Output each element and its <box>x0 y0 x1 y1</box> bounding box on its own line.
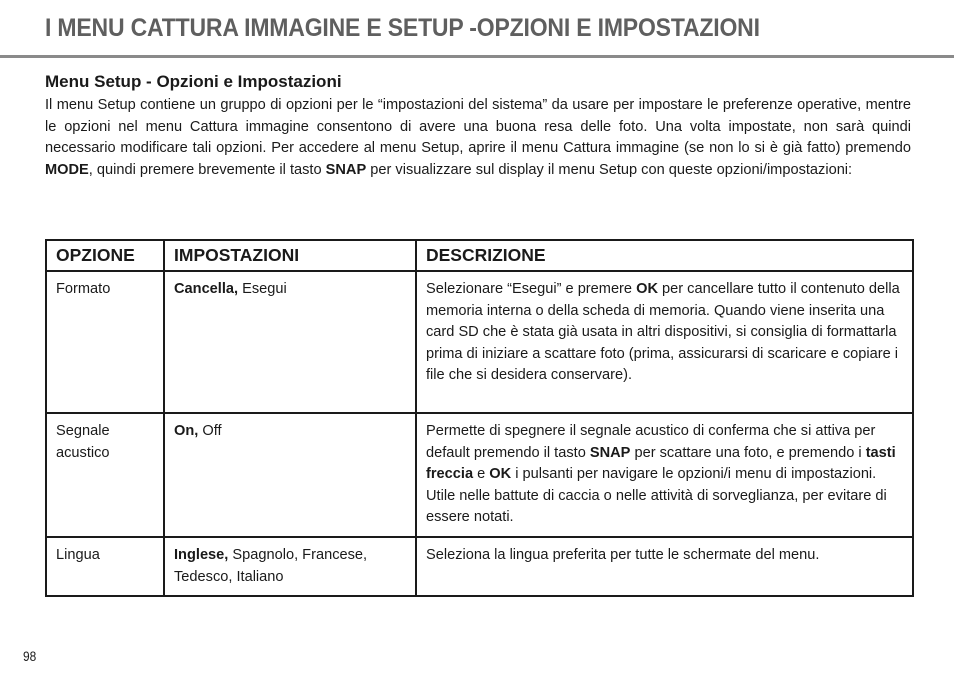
intro-text: per visualizzare sul display il menu Setup con queste opzioni/impostazioni: <box>366 161 853 178</box>
description-text: per scattare una foto, e premendo i <box>630 444 866 461</box>
intro-text: , quindi premere brevemente il tasto <box>88 161 326 178</box>
other-settings: Spagnolo, Francese, Tedesco, Italiano <box>174 546 368 585</box>
description-cell <box>416 271 913 413</box>
section-heading: Menu Setup - Opzioni e Impostazioni <box>45 72 342 91</box>
column-header-description: DESCRIZIONE <box>416 240 913 271</box>
description-cell <box>416 413 913 537</box>
other-settings: Esegui <box>238 281 287 297</box>
description-key: tasti freccia <box>426 444 896 483</box>
description-text: Selezionare “Esegui” e premere <box>426 281 637 297</box>
description-text: per cancellare tutto il contenuto della memoria interna o della scheda di memoria. Quando viene inserita una card SD che è stata già usata in altri dispositivi, si consiglia di formattarla prima di iniziare a scattare foto (prima, assicurarsi di scaricare e copiare i file che si desidera conservare). <box>426 281 900 384</box>
settings-cell <box>164 413 416 537</box>
column-header-settings: IMPOSTAZIONI <box>164 240 416 271</box>
option-cell: Segnale acustico <box>46 413 164 537</box>
column-header-option: OPZIONE <box>46 240 164 271</box>
default-setting: On, <box>174 423 199 439</box>
default-setting: Cancella, <box>174 281 239 297</box>
intro-snap-key: SNAP <box>325 161 367 178</box>
option-cell: Lingua <box>46 537 164 596</box>
page-header <box>0 10 954 58</box>
description-text: Seleziona la lingua preferita per tutte le schermate del menu. <box>426 546 820 563</box>
header-divider <box>0 55 954 58</box>
description-text: Permette di spegnere il segnale acustico di conferma che si attiva per default premendo il tasto <box>426 423 876 461</box>
description-key: OK <box>636 281 658 297</box>
table-header-row <box>46 240 913 271</box>
intro-text: Il menu Setup contiene un gruppo di opzioni per le “impostazioni del sistema” da usare per impostare le preferenze operative, mentre le opzioni nel menu Cattura immagine consentono di avere una buona resa delle foto. Una volta impostate, non sarà quindi necessario modificare tali opzioni. Per accedere al menu Setup, aprire il menu Cattura immagine (se non lo si è già fatto) premendo <box>45 97 911 157</box>
option-cell: Formato <box>46 271 164 413</box>
page-title: I MENU CATTURA IMMAGINE E SETUP -OPZIONI E IMPOSTAZIONI <box>45 14 760 42</box>
page-number: 98 <box>23 648 37 664</box>
settings-cell <box>164 537 416 596</box>
intro-paragraph <box>45 95 911 181</box>
setup-options-table <box>45 239 914 597</box>
description-cell <box>416 537 913 596</box>
other-settings: Off <box>198 423 222 439</box>
description-text: i pulsanti per navigare le opzioni/i menu di impostazioni. Utile nelle battute di caccia o nelle attività di sorveglianza, per evitare di essere notati. <box>426 466 887 526</box>
default-setting: Inglese, <box>174 546 229 563</box>
table-row <box>46 413 913 537</box>
description-text: e <box>473 466 490 483</box>
description-key: OK <box>489 466 512 483</box>
table-row <box>46 271 913 413</box>
description-key: SNAP <box>589 444 631 461</box>
table-row <box>46 537 913 596</box>
intro-mode-key: MODE <box>45 161 89 178</box>
settings-cell <box>164 271 416 413</box>
